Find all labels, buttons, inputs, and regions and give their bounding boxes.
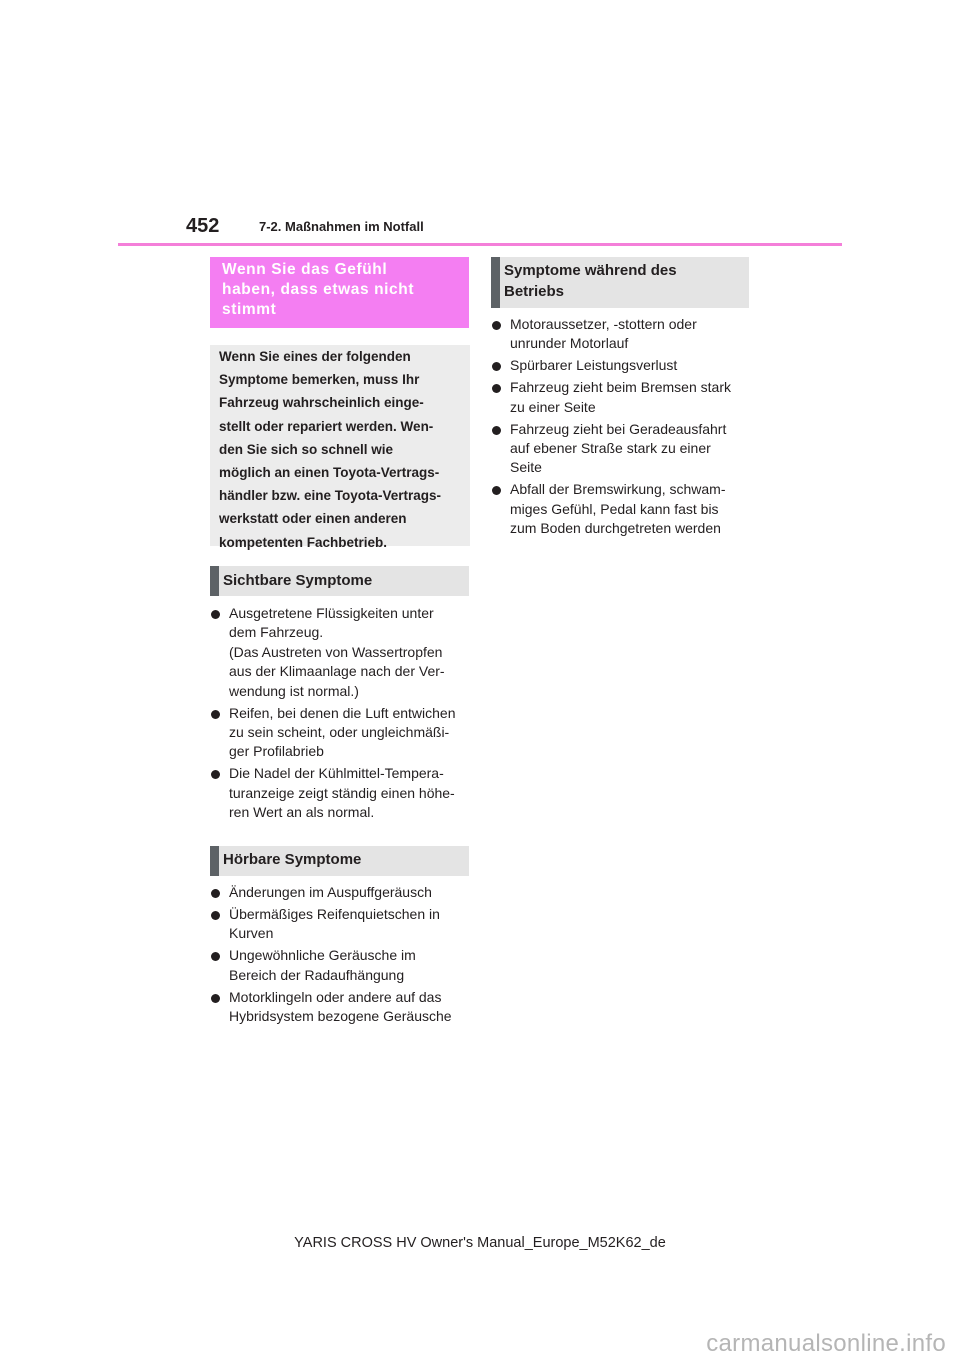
intro-line: werkstatt oder einen anderen xyxy=(219,511,407,527)
list-item-line: miges Gefühl, Pedal kann fast bis xyxy=(510,500,719,517)
list-item-line: ger Profilabrieb xyxy=(229,743,324,760)
watermark: carmanualsonline.info xyxy=(706,1330,946,1357)
intro-line: händler bzw. eine Toyota-Vertrags- xyxy=(219,488,442,504)
list-item xyxy=(492,480,750,538)
list-item-line: dem Fahrzeug. xyxy=(229,624,324,641)
list-item-line: auf ebener Straße stark zu einer xyxy=(510,439,711,456)
list-item xyxy=(211,905,469,944)
section-title: 7-2. Maßnahmen im Notfall xyxy=(259,219,424,234)
intro-line: den Sie sich so schnell wie xyxy=(219,441,394,457)
list-item xyxy=(492,356,750,375)
list-item-line: zu einer Seite xyxy=(510,398,596,415)
list-item-line: (Das Austreten von Wassertropfen xyxy=(229,643,443,660)
audible-symptoms-heading: Hörbare Symptome xyxy=(210,846,469,876)
footer-manual-id: YARIS CROSS HV Owner's Manual_Europe_M52K62_de xyxy=(294,1235,666,1251)
pink-heading-box xyxy=(210,257,469,328)
list-item-line: Ausgetretene Flüssigkeiten unter xyxy=(229,605,434,621)
list-item-line: Fahrzeug zieht bei Geradeausfahrt xyxy=(510,420,727,437)
list-item-line: Spürbarer Leistungsverlust xyxy=(510,357,678,374)
list-item-line: zu sein scheint, oder ungleichmäßi- xyxy=(229,723,450,740)
header-rule xyxy=(118,243,842,246)
operation-symptoms-list xyxy=(492,315,750,541)
list-item xyxy=(211,764,469,822)
operation-heading-line: Symptome während des xyxy=(504,262,677,279)
list-item-line: wendung ist normal.) xyxy=(229,682,359,699)
list-item-line: Bereich der Radaufhängung xyxy=(229,966,405,983)
list-item-line: unrunder Motorlauf xyxy=(510,335,629,352)
list-item-line: Motorklingeln oder andere auf das xyxy=(229,988,442,1005)
list-item-line: aus der Klimaanlage nach der Ver- xyxy=(229,663,445,680)
list-item-line: turanzeige zeigt ständig einen höhe- xyxy=(229,784,455,801)
operation-heading-line: Betriebs xyxy=(504,283,565,300)
list-item xyxy=(492,315,750,354)
list-item-line: ren Wert an als normal. xyxy=(229,804,375,821)
list-item xyxy=(211,604,469,701)
list-item xyxy=(492,378,750,417)
intro-line: Wenn Sie eines der folgenden xyxy=(219,349,411,364)
list-item-line: zum Boden durchgetreten werden xyxy=(510,520,721,537)
list-item-line: Hybridsystem bezogene Geräusche xyxy=(229,1007,452,1024)
operation-symptoms-heading xyxy=(491,257,749,308)
list-item xyxy=(211,988,469,1027)
pink-heading-line: Wenn Sie das Gefühl xyxy=(222,261,388,278)
list-item-line: Seite xyxy=(510,459,542,476)
intro-line: kompetenten Fachbetrieb. xyxy=(219,534,388,550)
list-item xyxy=(211,946,469,985)
list-item-line: Änderungen im Auspuffgeräusch xyxy=(229,884,432,900)
list-item-line: Abfall der Bremswirkung, schwam- xyxy=(510,481,726,498)
list-item-line: Die Nadel der Kühlmittel-Tempera- xyxy=(229,765,444,782)
list-item-line: Fahrzeug zieht beim Bremsen stark xyxy=(510,379,731,396)
audible-symptoms-list xyxy=(211,883,469,1029)
list-item xyxy=(211,883,469,902)
list-item-line: Kurven xyxy=(229,925,274,942)
intro-line: Fahrzeug wahrscheinlich einge- xyxy=(219,395,424,411)
intro-line: Symptome bemerken, muss Ihr xyxy=(219,372,420,388)
intro-line: möglich an einen Toyota-Vertrags- xyxy=(219,465,440,481)
pink-heading-line: stimmt xyxy=(222,301,277,318)
page-number: 452 xyxy=(186,215,220,237)
list-item xyxy=(211,704,469,762)
list-item-line: Motoraussetzer, -stottern oder xyxy=(510,316,697,332)
list-item-line: Reifen, bei denen die Luft entwichen xyxy=(229,704,456,721)
list-item-line: Übermäßiges Reifenquietschen in xyxy=(229,905,440,922)
list-item-line: Ungewöhnliche Geräusche im xyxy=(229,947,416,964)
list-item xyxy=(492,420,750,478)
pink-heading-line: haben, dass etwas nicht xyxy=(222,281,415,298)
visible-symptoms-list xyxy=(211,604,469,825)
intro-line: stellt oder repariert werden. Wen- xyxy=(219,418,434,434)
visible-symptoms-heading: Sichtbare Symptome xyxy=(210,566,469,596)
intro-box xyxy=(210,345,470,550)
